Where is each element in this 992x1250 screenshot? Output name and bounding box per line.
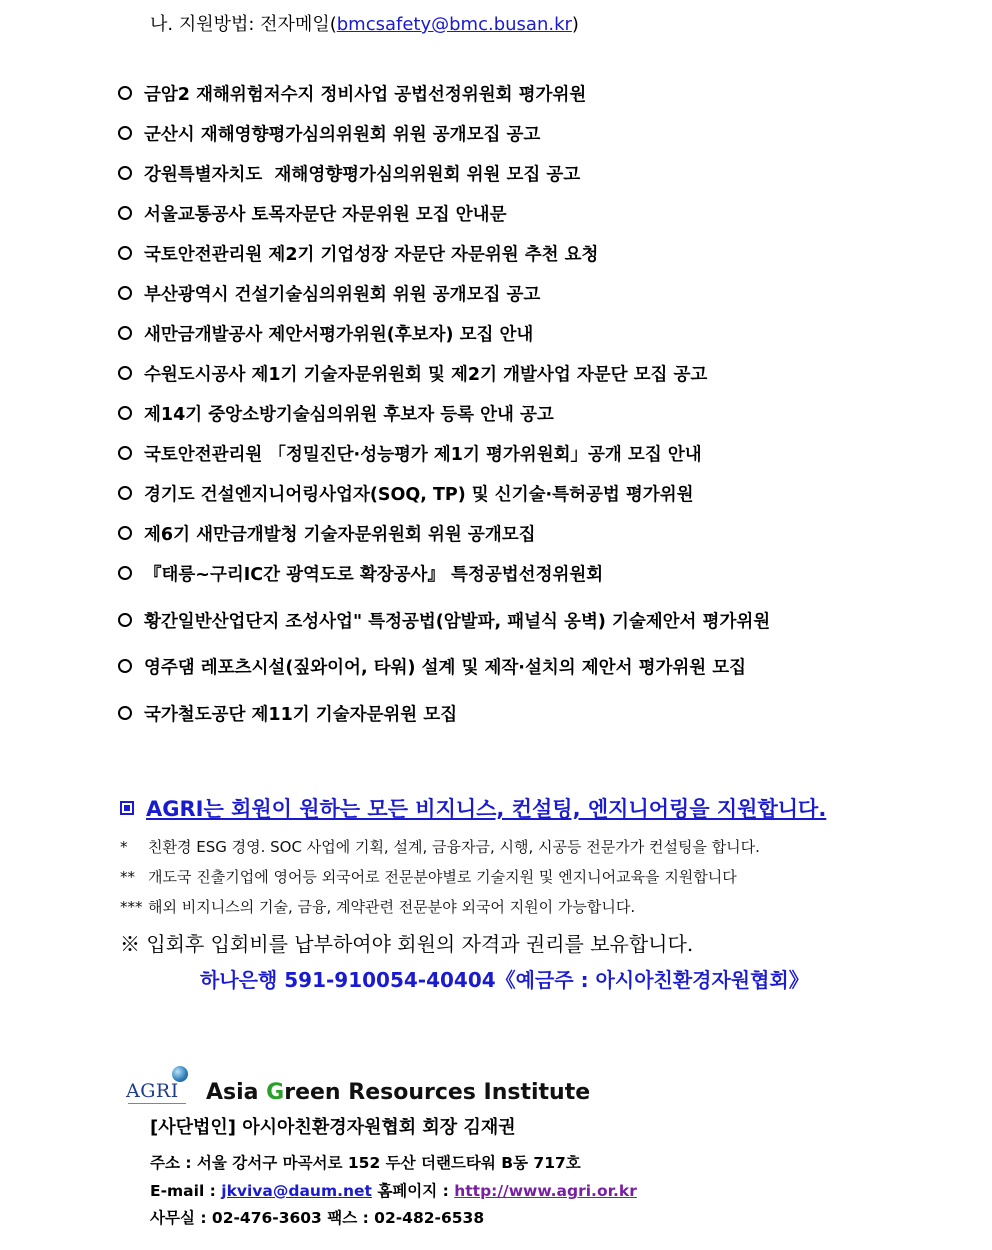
list-item-text: 군산시 재해영향평가심의위원회 위원 공개모집 공고	[144, 124, 541, 145]
list-item	[118, 280, 540, 306]
email-label: E-mail :	[150, 1182, 222, 1200]
org-name-part: Asia	[206, 1080, 267, 1105]
list-item-text: 강원특별자치도 재해영향평가심의위원회 위원 모집 공고	[144, 164, 581, 185]
note-line	[120, 836, 760, 857]
support-method-label: 나. 지원방법: 전자메일(	[150, 14, 337, 35]
circle-bullet-icon	[118, 486, 132, 500]
list-item-text: 국가철도공단 제11기 기술자문위원 모집	[144, 704, 458, 725]
homepage-link[interactable]: http://www.agri.or.kr	[454, 1182, 637, 1200]
list-item	[118, 160, 580, 186]
note-text: 해외 비지니스의 기술, 금융, 계약관련 전문분야 외국어 지원이 가능합니다.	[148, 898, 636, 916]
support-email-link[interactable]: bmcsafety@bmc.busan.kr	[336, 14, 572, 35]
circle-bullet-icon	[118, 706, 132, 720]
circle-bullet-icon	[118, 406, 132, 420]
list-item-text: 『태릉~구리IC간 광역도로 확장공사』 특정공법선정위원회	[144, 564, 604, 585]
note-mark: *	[120, 838, 128, 856]
list-item-text: 부산광역시 건설기술심의위원회 위원 공개모집 공고	[144, 284, 541, 305]
note-text: 개도국 진출기업에 영어등 외국어로 전문분야별로 기술지원 및 엔지니어교육을 지원합니다	[148, 868, 737, 886]
circle-bullet-icon	[118, 286, 132, 300]
circle-bullet-icon	[118, 659, 132, 673]
list-item	[118, 440, 702, 466]
circle-bullet-icon	[118, 613, 132, 627]
list-item-text: 수원도시공사 제1기 기술자문위원회 및 제2기 개발사업 자문단 모집 공고	[144, 364, 708, 385]
list-item-text: 새만금개발공사 제안서평가위원(후보자) 모집 안내	[144, 324, 534, 345]
circle-bullet-icon	[118, 446, 132, 460]
phone-line: 사무실 : 02-476-3603 팩스 : 02-482-6538	[150, 1209, 485, 1227]
org-name-english	[206, 1080, 590, 1105]
list-item	[118, 400, 554, 426]
list-item	[118, 360, 707, 386]
agri-support-heading-text: AGRI는 회원이 원하는 모든 비지니스, 컨설팅, 엔지니어링을 지원합니다.	[146, 797, 827, 821]
note-text: 친환경 ESG 경영. SOC 사업에 기획, 설계, 금융자금, 시행, 시공등 전문가가 컨설팅을 합니다.	[148, 838, 760, 856]
list-item	[118, 320, 533, 346]
list-item	[118, 520, 536, 546]
list-item	[118, 200, 506, 226]
bank-account-info: 하나은행 591-910054-40404《예금주 : 아시아친환경자원협회》	[200, 968, 809, 992]
list-item-text: 금암2 재해위험저수지 정비사업 공법선정위원회 평가위원	[144, 84, 587, 105]
list-item	[118, 700, 457, 726]
email-line	[150, 1179, 637, 1201]
list-item-text: 영주댐 레포츠시설(짚와이어, 타워) 설계 및 제작·설치의 제안서 평가위원 모집	[144, 657, 747, 678]
list-item	[118, 560, 603, 586]
list-item-text: 국토안전관리원 「정밀진단·성능평가 제1기 평가위원회」공개 모집 안내	[144, 444, 702, 465]
address-line: 주소 : 서울 강서구 마곡서로 152 두산 더랜드타워 B동 717호	[150, 1154, 581, 1172]
circle-bullet-icon	[118, 566, 132, 580]
org-name-korean: [사단법인] 아시아친환경자원협회 회장 김재권	[150, 1117, 516, 1138]
homepage-label: 홈페이지 :	[371, 1182, 455, 1200]
list-item-text: 서울교통공사 토목자문단 자문위원 모집 안내문	[144, 204, 507, 225]
agri-logo-text: AGRI	[126, 1080, 179, 1102]
circle-bullet-icon	[118, 86, 132, 100]
list-item-text: 국토안전관리원 제2기 기업성장 자문단 자문위원 추천 요청	[144, 244, 599, 265]
list-item	[118, 653, 746, 679]
square-bullet-icon	[120, 801, 134, 815]
circle-bullet-icon	[118, 166, 132, 180]
list-item	[118, 120, 540, 146]
list-item	[118, 80, 586, 106]
agri-logo	[126, 1066, 190, 1106]
list-item-text: 황간일반산업단지 조성사업" 특정공법(암발파, 패널식 옹벽) 기술제안서 평가위원	[144, 611, 771, 632]
contact-email-link[interactable]: jkviva@daum.net	[221, 1182, 372, 1200]
circle-bullet-icon	[118, 126, 132, 140]
list-item-text: 경기도 건설엔지니어링사업자(SOQ, TP) 및 신기술·특허공법 평가위원	[144, 484, 694, 505]
membership-notice: ※ 입회후 입회비를 납부하여야 회원의 자격과 권리를 보유합니다.	[120, 932, 694, 956]
note-mark: ***	[120, 898, 143, 916]
agri-support-heading	[120, 793, 826, 823]
list-item	[118, 240, 598, 266]
list-item-text: 제6기 새만금개발청 기술자문위원회 위원 공개모집	[144, 524, 536, 545]
support-method-line	[150, 10, 579, 36]
circle-bullet-icon	[118, 246, 132, 260]
note-line	[120, 866, 737, 887]
note-line	[120, 896, 635, 917]
circle-bullet-icon	[118, 326, 132, 340]
list-item	[118, 480, 694, 506]
circle-bullet-icon	[118, 206, 132, 220]
note-mark: **	[120, 868, 135, 886]
org-name-green-letter: G	[266, 1080, 285, 1105]
circle-bullet-icon	[118, 526, 132, 540]
logo-divider	[128, 1103, 186, 1104]
list-item-text: 제14기 중앙소방기술심의위원 후보자 등록 안내 공고	[144, 404, 554, 425]
circle-bullet-icon	[118, 366, 132, 380]
org-name-part: reen Resources Institute	[284, 1080, 591, 1105]
support-method-suffix: )	[571, 14, 579, 35]
list-item	[118, 607, 770, 633]
